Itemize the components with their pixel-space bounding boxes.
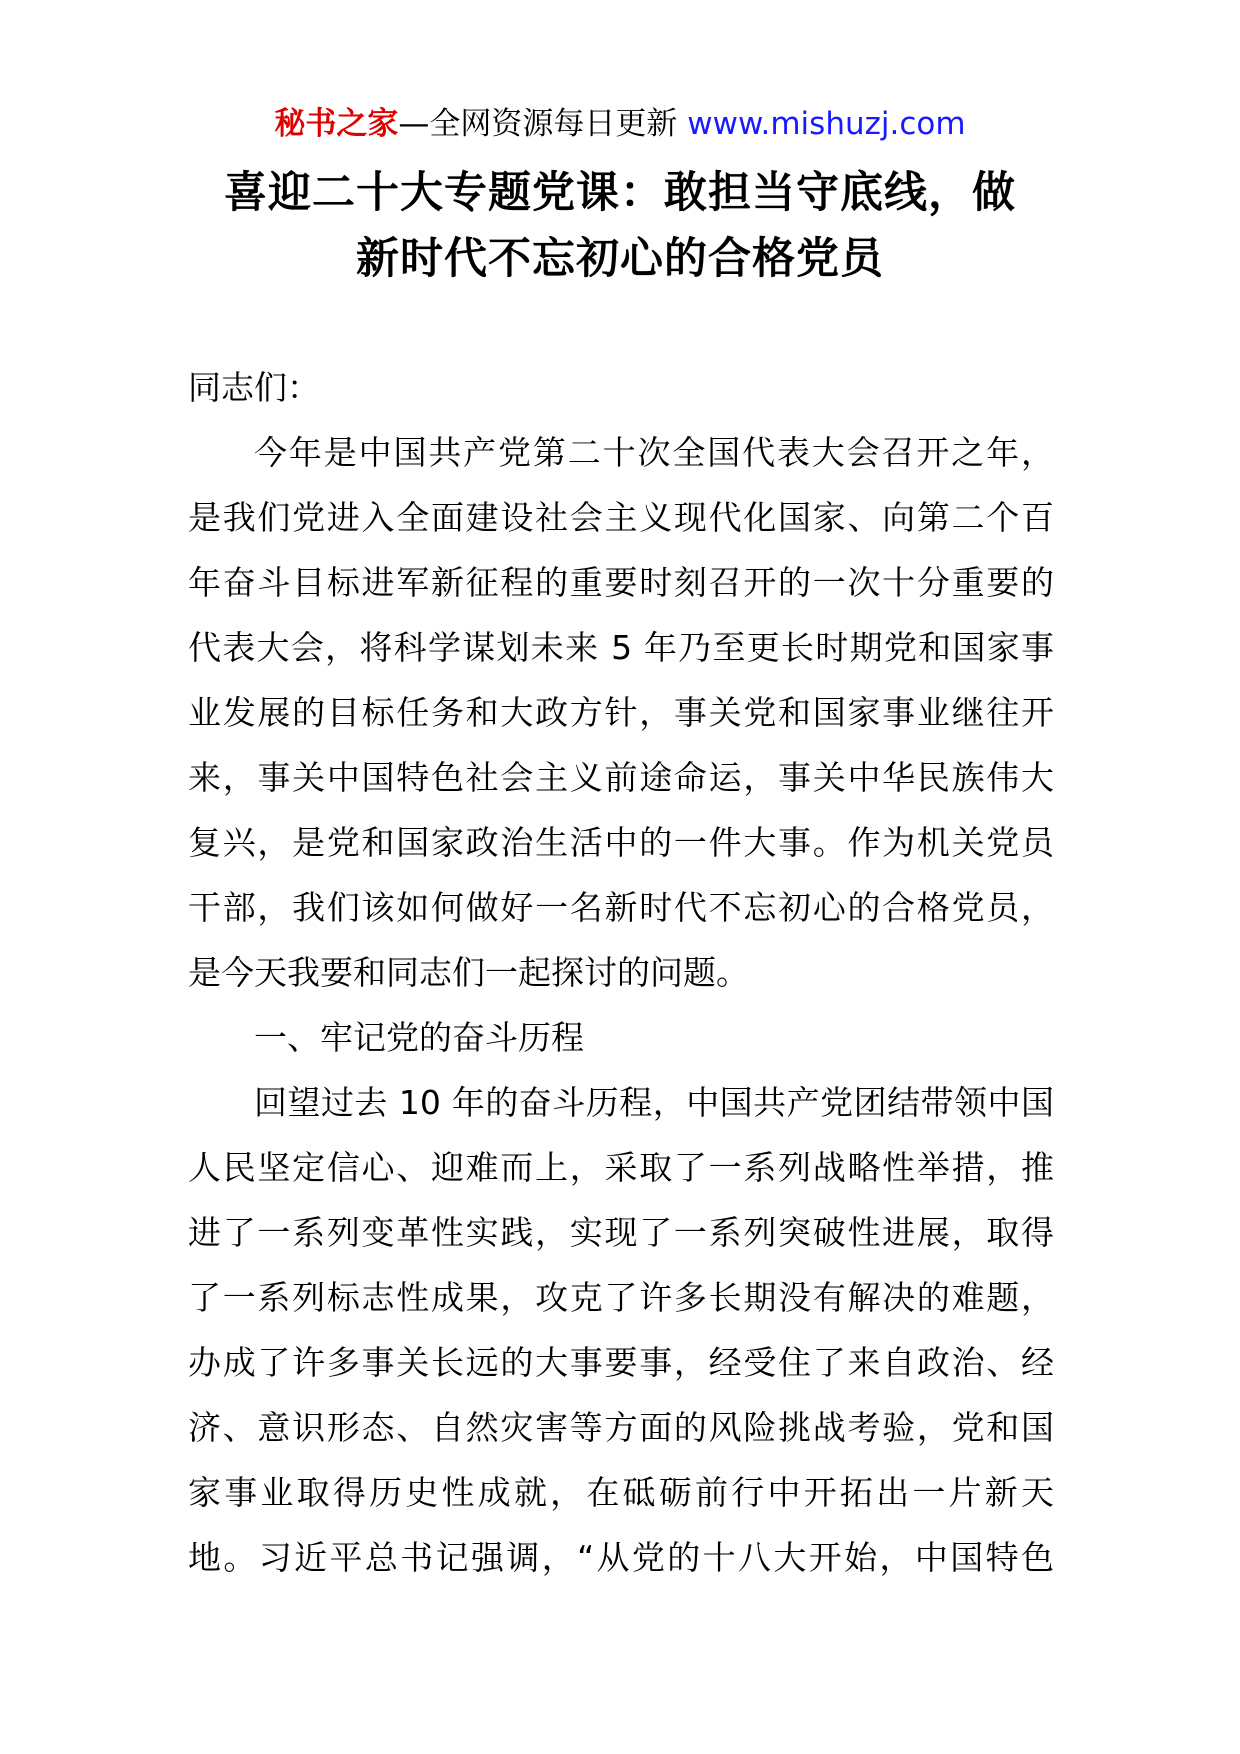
document-body — [188, 355, 1054, 1590]
paragraph-line: 今年是中国共产党第二十次全国代表大会召开之年， — [254, 433, 1054, 472]
paragraph-line: 家事业取得历史性成就，在砥砺前行中开拓出一片新天 — [188, 1473, 1054, 1512]
site-brand: 秘书之家 — [274, 106, 399, 142]
section-heading-1: 一、牢记党的奋斗历程 — [254, 1018, 584, 1057]
paragraph-line: 是今天我要和同志们一起探讨的问题。 — [188, 953, 749, 992]
paragraph-2 — [188, 1070, 1054, 1590]
site-url-link[interactable]: www.mishuzj.com — [687, 106, 966, 142]
paragraph-line: 地。习近平总书记强调，“从党的十八大开始，中国特色 — [188, 1538, 1054, 1577]
site-header — [0, 104, 1240, 144]
paragraph-line: 进了一系列变革性实践，实现了一系列突破性进展，取得 — [188, 1213, 1054, 1252]
paragraph-line: 人民坚定信心、迎难而上，采取了一系列战略性举措，推 — [188, 1148, 1054, 1187]
paragraph-line: 是我们党进入全面建设社会主义现代化国家、向第二个百 — [188, 498, 1054, 537]
paragraph-line: 干部，我们该如何做好一名新时代不忘初心的合格党员， — [188, 888, 1054, 927]
paragraph-line: 回望过去 10 年的奋斗历程，中国共产党团结带领中国 — [254, 1083, 1054, 1122]
paragraph-line: 业发展的目标任务和大政方针，事关党和国家事业继往开 — [188, 693, 1054, 732]
document-title — [140, 160, 1100, 292]
paragraph-1 — [188, 420, 1054, 1005]
paragraph-line: 复兴，是党和国家政治生活中的一件大事。作为机关党员 — [188, 823, 1054, 862]
paragraph-line: 年奋斗目标进军新征程的重要时刻召开的一次十分重要的 — [188, 563, 1054, 602]
paragraph-line: 办成了许多事关长远的大事要事，经受住了来自政治、经 — [188, 1343, 1054, 1382]
paragraph-line: 济、意识形态、自然灾害等方面的风险挑战考验，党和国 — [188, 1408, 1054, 1447]
salutation: 同志们： — [188, 368, 320, 407]
title-line-2: 新时代不忘初心的合格党员 — [356, 234, 884, 284]
title-line-1: 喜迎二十大专题党课：敢担当守底线，做 — [224, 168, 1016, 218]
paragraph-line: 代表大会，将科学谋划未来 5 年乃至更长时期党和国家事 — [188, 628, 1054, 667]
paragraph-line: 来，事关中国特色社会主义前途命运，事关中华民族伟大 — [188, 758, 1054, 797]
site-slogan: —全网资源每日更新 — [398, 106, 678, 142]
paragraph-line: 了一系列标志性成果，攻克了许多长期没有解决的难题， — [188, 1278, 1054, 1317]
